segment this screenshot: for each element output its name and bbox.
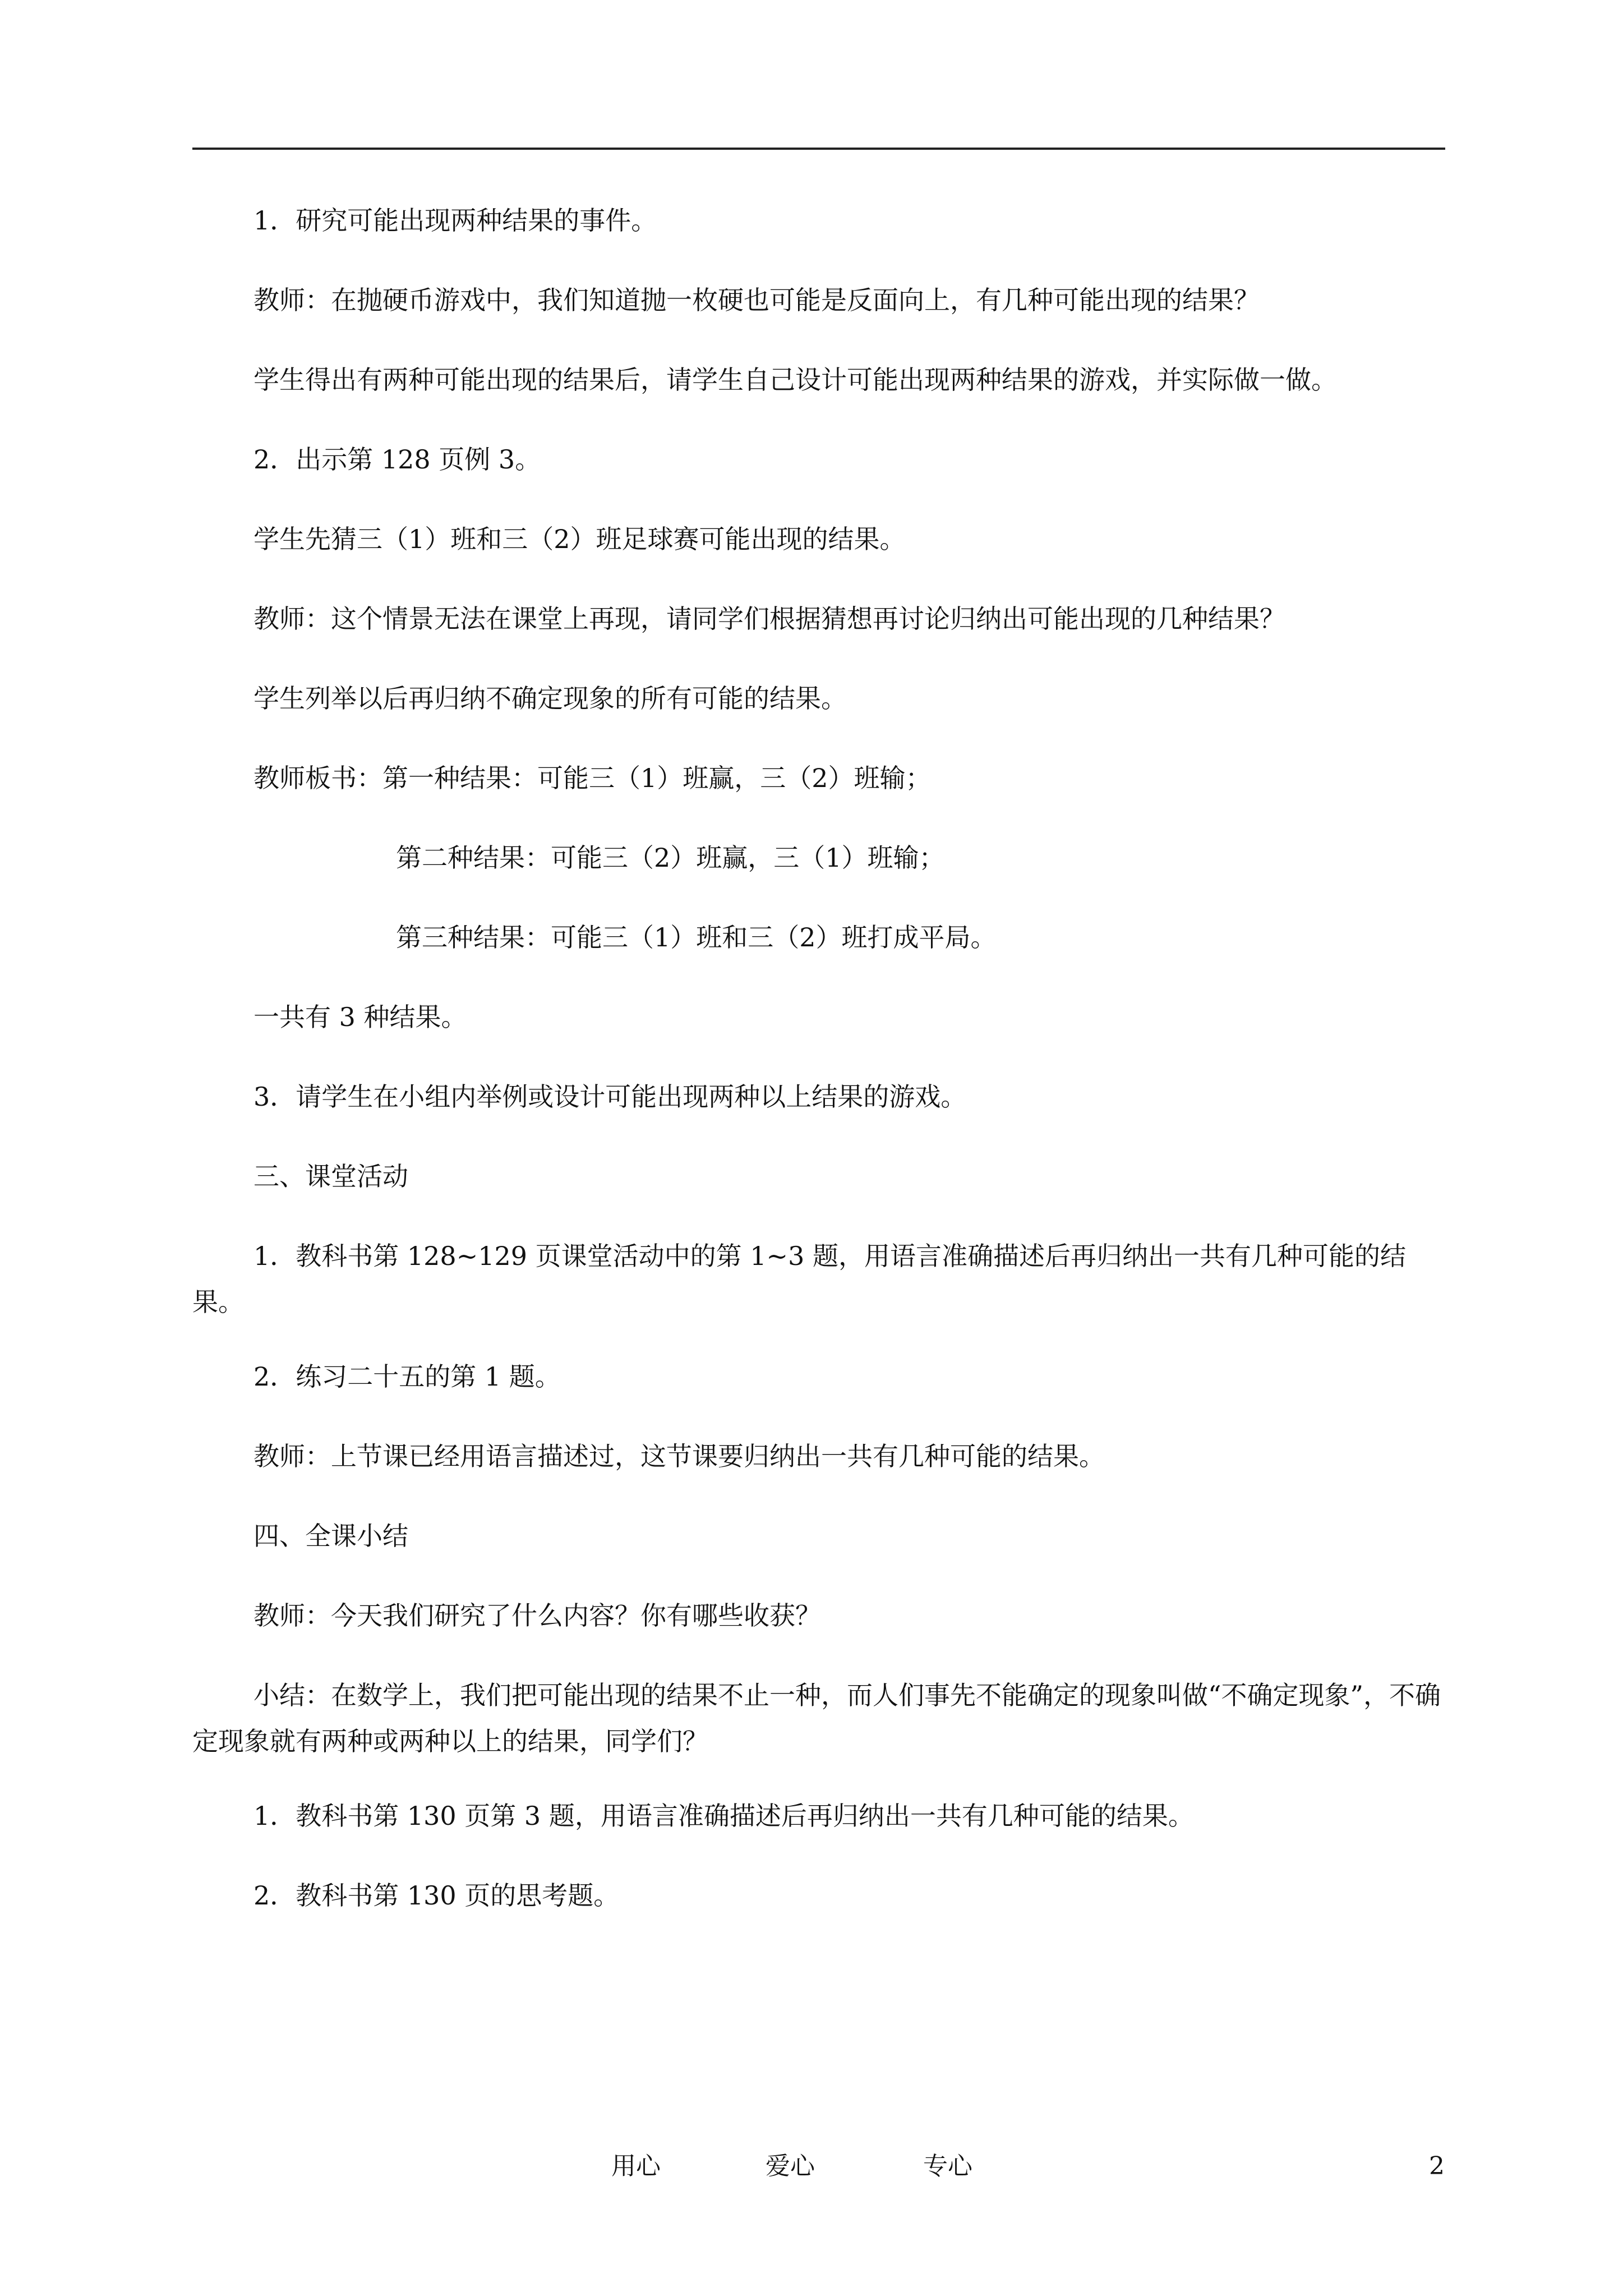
body-line-7: 学生列举以后再归纳不确定现象的所有可能的结果。 <box>253 683 847 714</box>
body-line-20: 1．教科书第 130 页第 3 题，用语言准确描述后再归纳出一共有几种可能的结果。 <box>253 1801 1194 1831</box>
section-heading-classroom-activity: 三、课堂活动 <box>253 1161 408 1191</box>
body-paragraph-14: 1．教科书第 128~129 页课堂活动中的第 1~3 题，用语言准确描述后再归纳出一共有几种可能的结果。 <box>192 1241 1406 1317</box>
body-line-5: 学生先猜三（1）班和三（2）班足球赛可能出现的结果。 <box>253 524 906 554</box>
body-line-12: 3．请学生在小组内举例或设计可能出现两种以上结果的游戏。 <box>253 1082 967 1112</box>
body-line-18: 教师：今天我们研究了什么内容？你有哪些收获？ <box>253 1600 821 1631</box>
body-line-2: 教师：在抛硬币游戏中，我们知道抛一枚硬也可能是反面向上，有几种可能出现的结果？ <box>253 285 1260 315</box>
footer-motto-1: 用心 <box>611 2152 661 2180</box>
body-line-16: 教师：上节课已经用语言描述过，这节课要归纳出一共有几种可能的结果。 <box>253 1441 1105 1471</box>
body-line-21: 2．教科书第 130 页的思考题。 <box>253 1880 620 1911</box>
footer-motto-2: 爱心 <box>766 2152 815 2180</box>
footer-motto-3: 专心 <box>923 2152 972 2180</box>
body-line-4: 2．出示第 128 页例 3。 <box>253 444 541 475</box>
body-line-3: 学生得出有两种可能出现的结果后，请学生自己设计可能出现两种结果的游戏，并实际做一做。 <box>253 365 1337 395</box>
page-number: 2 <box>1429 2152 1445 2180</box>
body-line-6: 教师：这个情景无法在课堂上再现，请同学们根据猜想再讨论归纳出可能出现的几种结果？ <box>253 604 1285 634</box>
body-line-9: 第二种结果：可能三（2）班赢，三（1）班输； <box>396 843 945 873</box>
body-line-10: 第三种结果：可能三（1）班和三（2）班打成平局。 <box>396 922 997 953</box>
body-line-1: 1．研究可能出现两种结果的事件。 <box>253 205 657 236</box>
header-rule <box>192 148 1445 150</box>
section-heading-summary: 四、全课小结 <box>253 1521 408 1551</box>
body-line-15: 2．练习二十五的第 1 题。 <box>253 1361 561 1392</box>
body-paragraph-19: 小结：在数学上，我们把可能出现的结果不止一种，而人们事先不能确定的现象叫做“不确定现象”，不确定现象就有两种或两种以上的结果，同学们？ <box>192 1680 1441 1756</box>
body-line-11: 一共有 3 种结果。 <box>253 1002 467 1032</box>
body-line-8: 教师板书：第一种结果：可能三（1）班赢，三（2）班输； <box>253 763 932 793</box>
